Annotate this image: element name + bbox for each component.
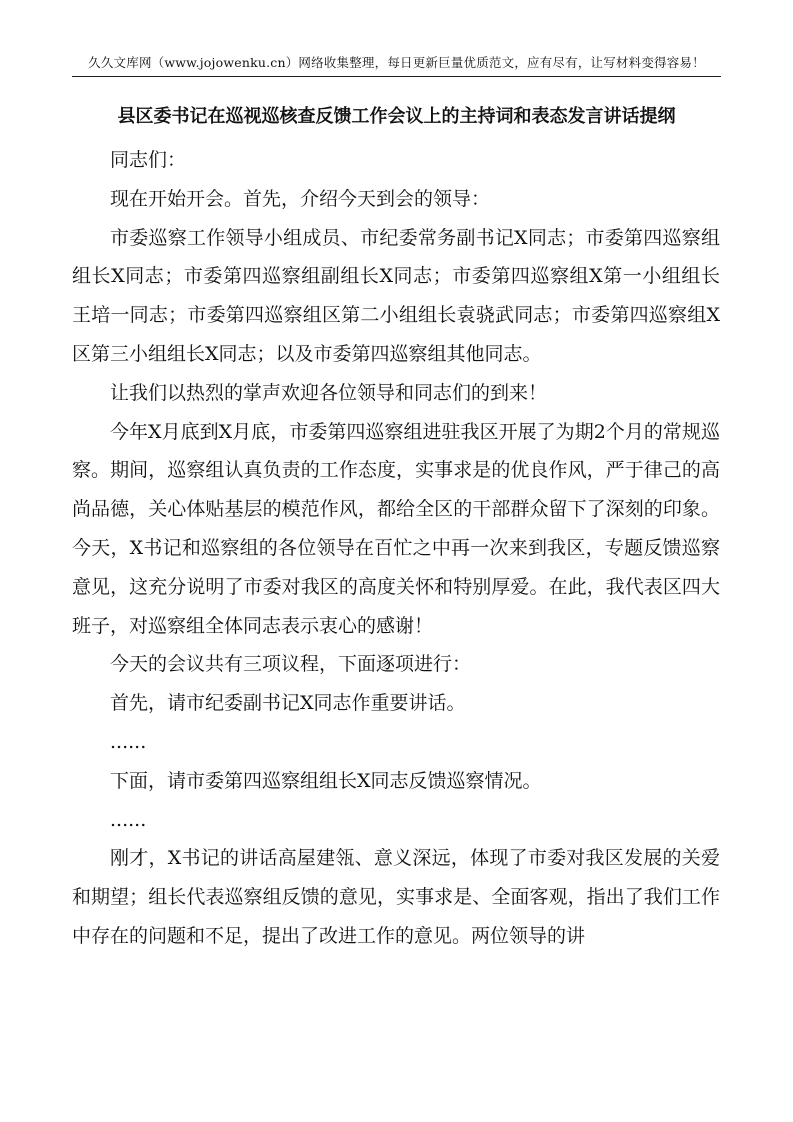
body-paragraph: 现在开始开会。首先，介绍今天到会的领导： (110, 187, 491, 210)
header-divider (72, 76, 721, 77)
document-title: 县区委书记在巡视巡核查反馈工作会议上的主持词和表态发言讲话提纲 (117, 106, 676, 127)
body-paragraph: 今天的会议共有三项议程，下面逐项进行： (110, 653, 472, 676)
body-paragraph: 今年X月底到X月底，市委第四巡察组进驻我区开展了为期2个月的常规巡察。期间，巡察组认真负责的工作态度，实事求是的优良作风，严于律己的高尚品德，关心体贴基层的模范作风，都给全区的干部群众留下了深刻的印象。今天，X书记和巡察组的各位领导在百忙之中再一次来到我区，专题反馈巡察意见，这充分说明了市委对我区的高度关怀和特别厚爱。在此，我代表区四大班子，对巡察组全体同志表示衷心的感谢！ (72, 420, 720, 637)
ellipsis-paragraph: ...... (110, 730, 147, 753)
body-paragraph: 让我们以热烈的掌声欢迎各位领导和同志们的到来！ (110, 381, 548, 404)
salutation-paragraph: 同志们： (110, 149, 187, 171)
body-paragraph: 下面，请市委第四巡察组组长X同志反馈巡察情况。 (110, 769, 542, 792)
ellipsis-paragraph: ...... (110, 808, 147, 831)
document-body (72, 141, 720, 956)
body-paragraph: 首先，请市纪委副书记X同志作重要讲话。 (110, 692, 466, 715)
body-paragraph: 市委巡察工作领导小组成员、市纪委常务副书记X同志；市委第四巡察组组长X同志；市委第四巡察组副组长X同志；市委第四巡察组X第一小组组长王培一同志；市委第四巡察组区第二小组组长袁骁武同志；市委第四巡察组X区第三小组组长X同志；以及市委第四巡察组其他同志。 (72, 226, 720, 365)
body-paragraph: 刚才，X书记的讲话高屋建瓴、意义深远，体现了市委对我区发展的关爱和期望；组长代表巡察组反馈的意见，实事求是、全面客观，指出了我们工作中存在的问题和不足，提出了改进工作的意见。两位领导的讲 (72, 847, 720, 947)
page-header: 久久文库网（www.jojowenku.cn）网络收集整理，每日更新巨量优质范文，应有尽有，让写材料变得容易！ (88, 55, 705, 70)
